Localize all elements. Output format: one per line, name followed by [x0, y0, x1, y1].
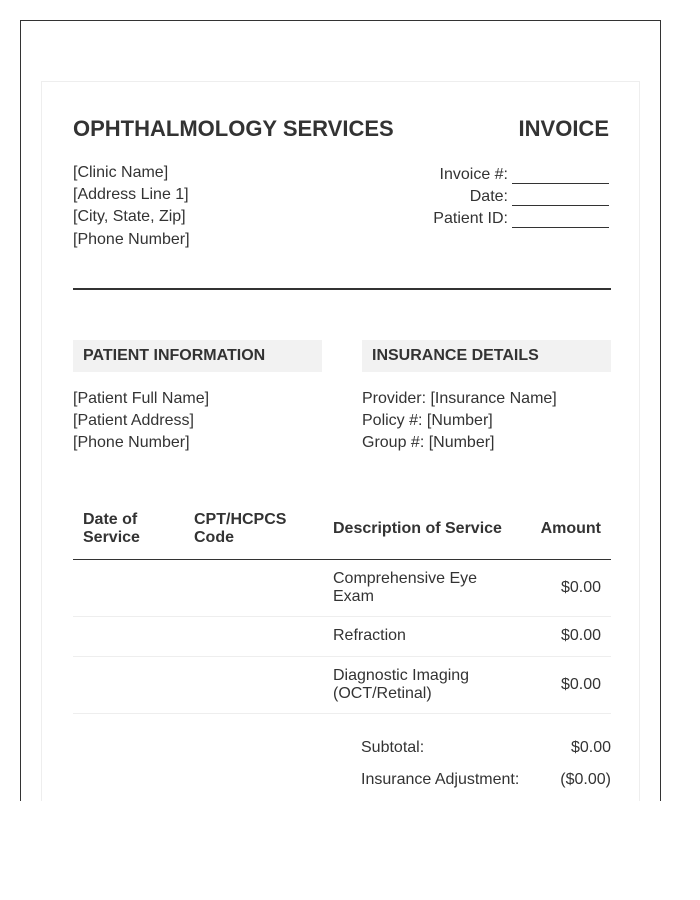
table-row [73, 616, 611, 656]
subtotal-row [361, 738, 611, 758]
cell-date [73, 559, 184, 616]
invoice-fields [349, 162, 609, 228]
cell-code [184, 656, 323, 713]
insurance-heading: INSURANCE DETAILS [362, 340, 611, 372]
totals-block [361, 738, 611, 790]
header-divider [73, 288, 611, 290]
date-blank[interactable] [512, 190, 609, 206]
cell-description: Comprehensive Eye Exam [323, 559, 521, 616]
cell-amount: $0.00 [521, 616, 611, 656]
invoice-number-label: Invoice #: [439, 166, 508, 183]
clinic-info [73, 162, 190, 251]
clinic-city-state-zip: [City, State, Zip] [73, 208, 186, 225]
patient-id-blank[interactable] [512, 212, 609, 228]
cell-description: Diagnostic Imaging (OCT/Retinal) [323, 656, 521, 713]
cell-amount: $0.00 [521, 656, 611, 713]
subtotal-label: Subtotal: [361, 739, 425, 756]
patient-id-label: Patient ID: [433, 210, 508, 227]
insurance-policy: Policy #: [Number] [362, 412, 493, 429]
col-date-header: Date of Service [73, 500, 184, 559]
patient-address: [Patient Address] [73, 412, 194, 429]
subtotal-value: $0.00 [570, 739, 611, 756]
date-field[interactable] [349, 184, 609, 206]
invoice-number-field[interactable] [349, 162, 609, 184]
cell-date [73, 616, 184, 656]
clinic-name: [Clinic Name] [73, 164, 169, 181]
cell-date [73, 656, 184, 713]
services-table-wrap [73, 500, 611, 714]
col-amount-header: Amount [521, 500, 611, 559]
insurance-block [362, 388, 557, 454]
cell-code [184, 559, 323, 616]
invoice-title: INVOICE [518, 116, 609, 141]
insurance-group: Group #: [Number] [362, 434, 495, 451]
insurance-adjustment-row [361, 770, 611, 790]
insurance-adjustment-label: Insurance Adjustment: [361, 771, 520, 788]
insurance-provider: Provider: [Insurance Name] [362, 390, 557, 407]
cell-description: Refraction [323, 616, 521, 656]
services-table [73, 500, 611, 714]
company-title: OPHTHALMOLOGY SERVICES [73, 116, 394, 141]
table-row [73, 559, 611, 616]
patient-name: [Patient Full Name] [73, 390, 210, 407]
patient-info-block [73, 388, 209, 454]
clinic-address: [Address Line 1] [73, 186, 189, 203]
invoice-sheet [41, 81, 640, 801]
cell-amount: $0.00 [521, 559, 611, 616]
patient-info-heading: PATIENT INFORMATION [73, 340, 322, 372]
invoice-number-blank[interactable] [512, 168, 609, 184]
patient-id-field[interactable] [349, 206, 609, 228]
date-label: Date: [469, 188, 508, 205]
insurance-adjustment-value: ($0.00) [560, 771, 611, 788]
col-code-header: CPT/HCPCS Code [184, 500, 323, 559]
col-description-header: Description of Service [323, 500, 521, 559]
document-frame [20, 20, 661, 801]
table-header-row [73, 500, 611, 559]
table-row [73, 656, 611, 713]
cell-code [184, 616, 323, 656]
patient-phone: [Phone Number] [73, 434, 190, 451]
clinic-phone: [Phone Number] [73, 231, 190, 248]
